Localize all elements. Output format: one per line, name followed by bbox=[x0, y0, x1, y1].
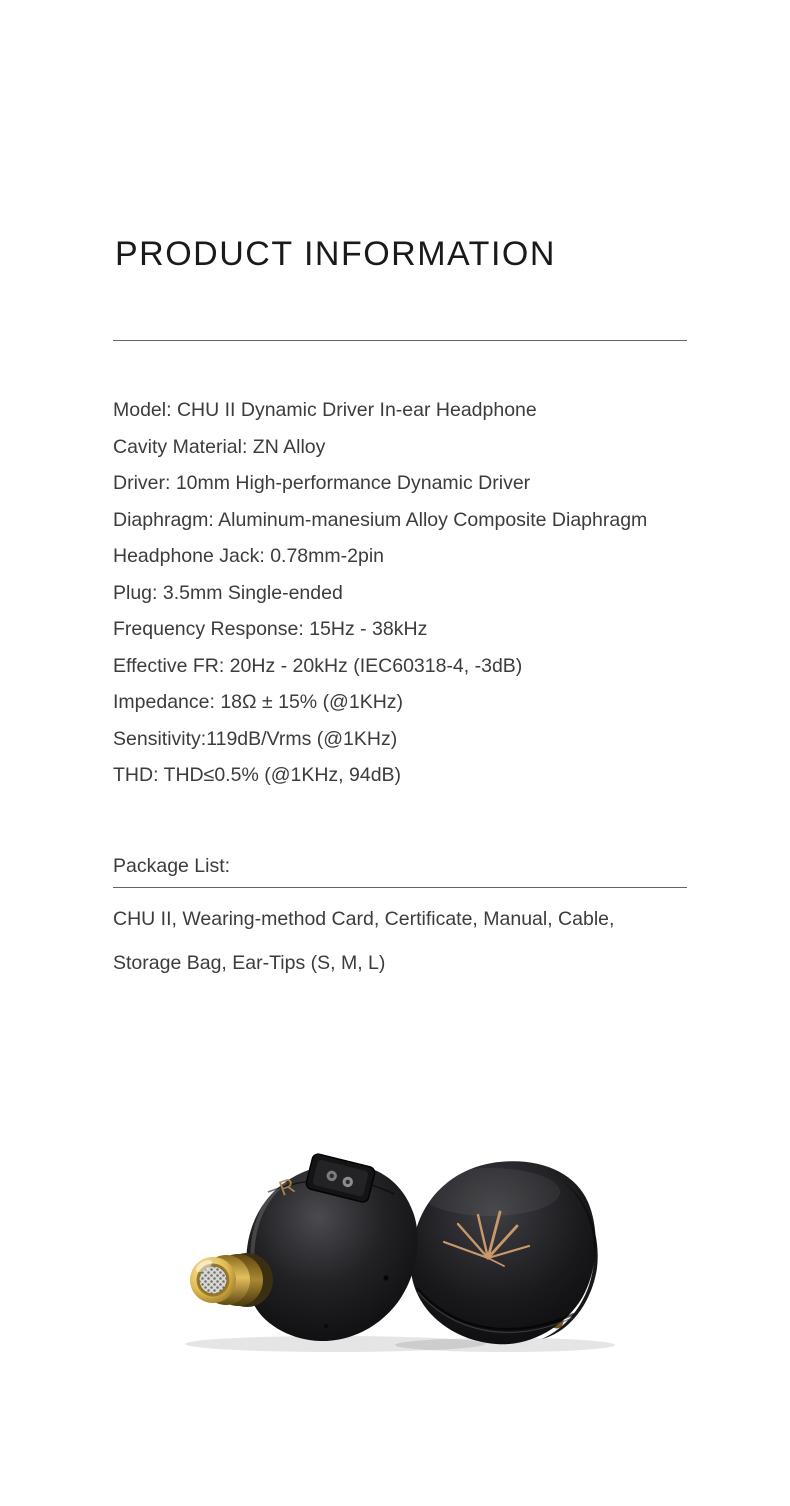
reflection bbox=[190, 1344, 598, 1506]
spec-line-thd: THD: THD≤0.5% (@1KHz, 94dB) bbox=[113, 764, 402, 786]
spec-line-sensitivity: Sensitivity:119dB/Vrms (@1KHz) bbox=[113, 727, 398, 750]
right-channel-marking: R bbox=[276, 1174, 299, 1201]
spec-line-impedance: Impedance: 18Ω ± 15% (@1KHz) bbox=[113, 691, 404, 713]
left-earbud-vent bbox=[324, 1324, 328, 1328]
package-line-2: Storage Bag, Ear-Tips (S, M, L) bbox=[113, 952, 386, 974]
package-list bbox=[113, 897, 614, 985]
spec-line-cavity-material: Cavity Material: ZN Alloy bbox=[113, 435, 326, 458]
spec-line-frequency-response: Frequency Response: 15Hz - 38kHz bbox=[113, 618, 428, 640]
divider-package bbox=[113, 887, 687, 888]
spec-line-driver: Driver: 10mm High-performance Dynamic Driver bbox=[113, 472, 531, 494]
spec-line-model: Model: CHU II Dynamic Driver In-ear Headphone bbox=[113, 399, 537, 421]
spec-line-plug: Plug: 3.5mm Single-ended bbox=[113, 581, 343, 604]
left-earbud bbox=[190, 1153, 418, 1341]
earbuds-pair bbox=[190, 1153, 598, 1344]
spec-line-effective-fr: Effective FR: 20Hz - 20kHz (IEC60318-4, -3dB) bbox=[113, 654, 523, 677]
divider-top bbox=[113, 340, 687, 341]
package-list-heading: Package List: bbox=[113, 855, 231, 877]
spec-list bbox=[113, 392, 647, 794]
left-earbud-vent bbox=[383, 1275, 388, 1280]
nozzle bbox=[190, 1253, 273, 1307]
right-earbud-sheen bbox=[420, 1168, 560, 1216]
product-photo-earbuds bbox=[150, 1130, 650, 1506]
package-line-1: CHU II, Wearing-method Card, Certificate, Manual, Cable, bbox=[113, 908, 615, 930]
page-title: PRODUCT INFORMATION bbox=[115, 235, 556, 273]
right-earbud bbox=[411, 1161, 598, 1344]
spec-line-diaphragm: Diaphragm: Aluminum-manesium Alloy Composite Diaphragm bbox=[113, 508, 648, 531]
spec-line-headphone-jack: Headphone Jack: 0.78mm-2pin bbox=[113, 545, 384, 567]
